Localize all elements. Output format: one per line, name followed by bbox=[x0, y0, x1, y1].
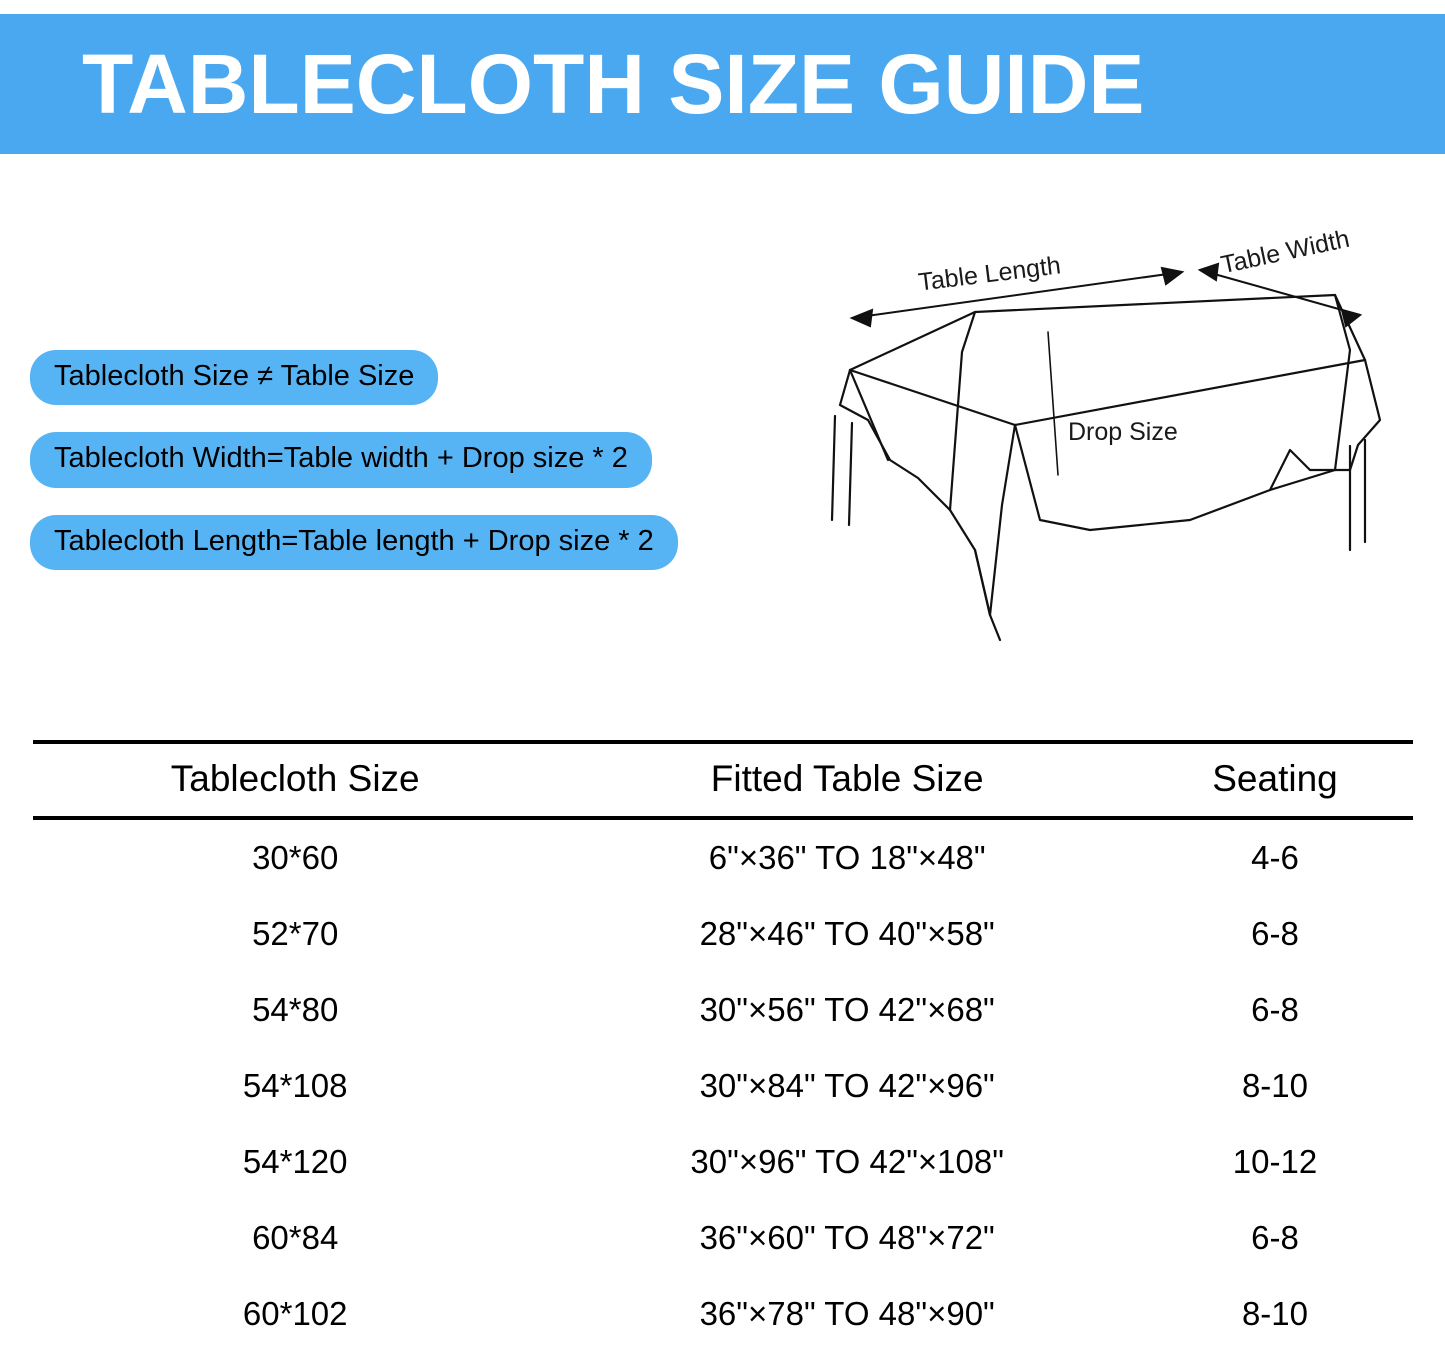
label-table-width: Table Width bbox=[1218, 224, 1353, 280]
header-banner bbox=[0, 14, 1445, 154]
column-header-fitted-table-size: Fitted Table Size bbox=[557, 742, 1137, 818]
cell-seating: 10-12 bbox=[1232, 1143, 1318, 1180]
table-row bbox=[33, 972, 1413, 1048]
cell-fitted-table-size: 30"×96" TO 42"×108" bbox=[690, 1143, 1004, 1180]
info-pill-width-formula: Tablecloth Width=Table width + Drop size * 2 bbox=[30, 432, 652, 487]
info-pill-size-note: Tablecloth Size ≠ Table Size bbox=[30, 350, 438, 405]
cell-fitted-table-size: 36"×60" TO 48"×72" bbox=[699, 1219, 995, 1256]
table-row bbox=[33, 1124, 1413, 1200]
column-header-tablecloth-size: Tablecloth Size bbox=[33, 742, 557, 818]
cell-tablecloth-size: 60*102 bbox=[242, 1295, 348, 1332]
cell-seating: 6-8 bbox=[1251, 915, 1299, 952]
cell-seating: 6-8 bbox=[1251, 991, 1299, 1028]
info-pill-row bbox=[30, 432, 830, 514]
cell-tablecloth-size: 54*120 bbox=[242, 1143, 348, 1180]
cell-seating: 6-8 bbox=[1251, 1219, 1299, 1256]
table-row bbox=[33, 818, 1413, 896]
cell-seating: 8-10 bbox=[1241, 1067, 1309, 1104]
size-guide-table bbox=[33, 740, 1413, 1352]
cell-tablecloth-size: 30*60 bbox=[252, 839, 339, 876]
cell-tablecloth-size: 54*80 bbox=[252, 991, 339, 1028]
tablecloth-illustration bbox=[790, 220, 1410, 660]
label-table-length: Table Length bbox=[916, 251, 1063, 297]
table-row bbox=[33, 1048, 1413, 1124]
label-drop-size: Drop Size bbox=[1068, 418, 1178, 446]
table-row bbox=[33, 896, 1413, 972]
cell-tablecloth-size: 52*70 bbox=[252, 915, 339, 952]
cell-tablecloth-size: 54*108 bbox=[242, 1067, 348, 1104]
info-pill-row bbox=[30, 515, 830, 597]
cell-fitted-table-size: 6"×36" TO 18"×48" bbox=[708, 839, 986, 876]
cell-tablecloth-size: 60*84 bbox=[252, 1219, 339, 1256]
cell-fitted-table-size: 36"×78" TO 48"×90" bbox=[699, 1295, 995, 1332]
cell-fitted-table-size: 30"×56" TO 42"×68" bbox=[699, 991, 995, 1028]
cell-fitted-table-size: 30"×84" TO 42"×96" bbox=[699, 1067, 995, 1104]
info-pill-length-formula: Tablecloth Length=Table length + Drop size * 2 bbox=[30, 515, 678, 570]
page-title: TABLECLOTH SIZE GUIDE bbox=[82, 37, 1145, 131]
table-header-row bbox=[33, 742, 1413, 818]
column-header-seating: Seating bbox=[1137, 742, 1413, 818]
table-row bbox=[33, 1200, 1413, 1276]
cell-seating: 4-6 bbox=[1251, 839, 1299, 876]
info-pill-row bbox=[30, 350, 830, 432]
cell-fitted-table-size: 28"×46" TO 40"×58" bbox=[699, 915, 995, 952]
info-pill-group bbox=[30, 350, 830, 597]
cell-seating: 8-10 bbox=[1241, 1295, 1309, 1332]
table-row bbox=[33, 1276, 1413, 1352]
